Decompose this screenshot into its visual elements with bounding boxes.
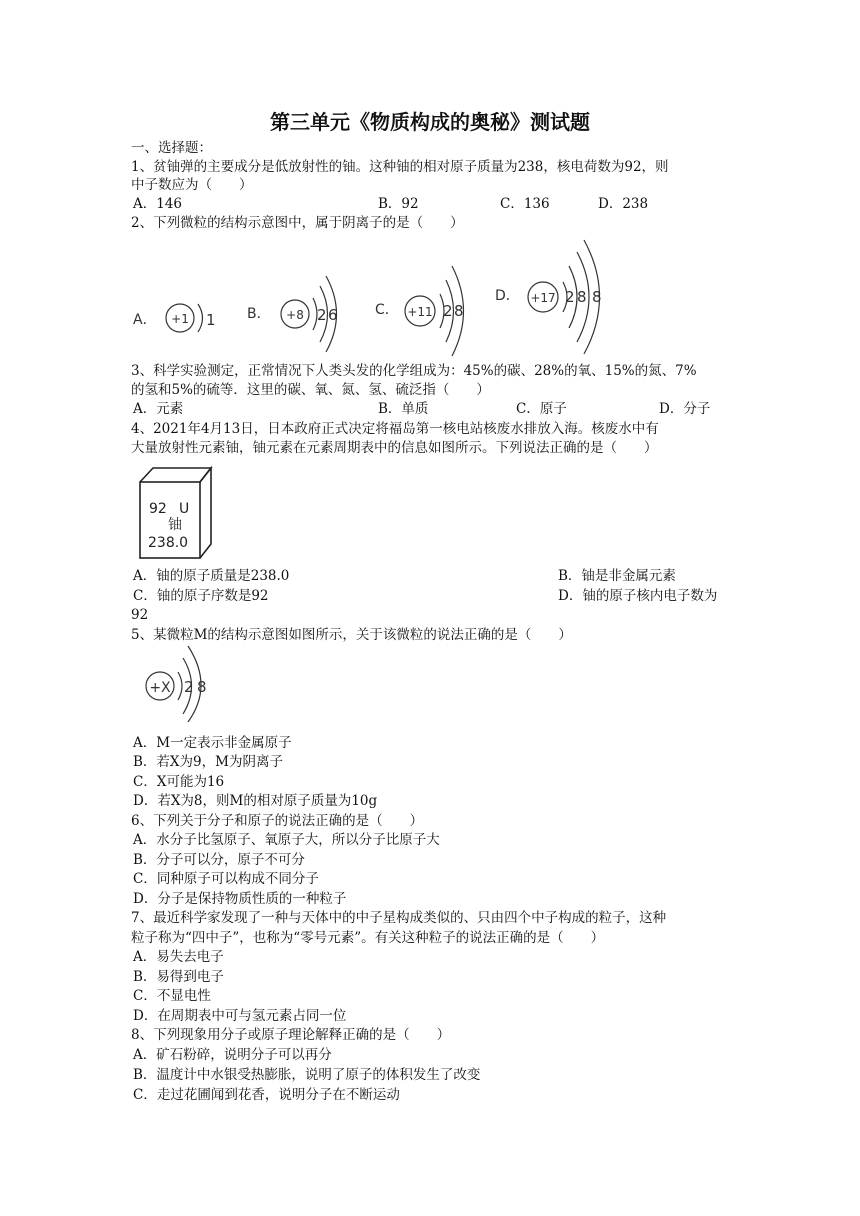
question-5-diagram [138, 642, 228, 722]
diagram-b-electron-count-1: 2 [317, 306, 327, 324]
diagram-m-nucleus-charge: +X [149, 680, 171, 696]
question-8-stem: 8、下列现象用分子或原子理论解释正确的是（ ） [131, 1027, 451, 1043]
question-5-option-b: B．若X为9，M为阴离子 [133, 754, 283, 770]
cell-atomic-mass: 238.0 [148, 535, 189, 551]
diagram-d-electron-count-1: 2 [565, 288, 575, 306]
diagram-a-nucleus-charge: +1 [171, 312, 189, 326]
question-5-option-c: C．X可能为16 [133, 774, 225, 790]
diagram-d-nucleus-charge: +17 [530, 291, 556, 305]
cell-atomic-number: 92 [149, 501, 167, 517]
question-8-option-a: A．矿石粉碎，说明分子可以再分 [133, 1047, 332, 1063]
diagram-m-electron-count-1: 2 [184, 678, 194, 696]
question-7-option-d: D．在周期表中可与氢元素占同一位 [133, 1008, 347, 1024]
diagram-d-label: D． [495, 288, 520, 304]
diagram-b-electron-count-2: 6 [328, 306, 338, 324]
diagram-d-electron-count-3: 8 [592, 288, 602, 306]
question-7-option-c: C．不显电性 [133, 988, 211, 1004]
diagram-m-shell-1 [178, 672, 182, 700]
question-8-option-c: C．走过花圃闻到花香，说明分子在不断运动 [133, 1087, 400, 1103]
diagram-b-label: B． [247, 306, 271, 322]
cell-element-name: 铀 [168, 517, 182, 533]
periodic-table-cell [135, 462, 215, 562]
question-4-option-a: A．铀的原子质量是238.0 [133, 568, 290, 584]
question-1-option-c: C．136 [500, 196, 550, 212]
question-7-stem-line2: 粒子称为“四中子”，也称为“零号元素”。有关这种粒子的说法正确的是（ ） [131, 930, 605, 946]
question-4-option-d-continued: 92 [131, 607, 149, 623]
question-8-option-b: B．温度计中水银受热膨胀，说明了原子的体积发生了改变 [133, 1067, 481, 1083]
diagram-c-electron-count-2: 8 [454, 302, 464, 320]
diagram-b-nucleus-charge: +8 [286, 308, 304, 322]
question-1-option-a: A．146 [133, 196, 183, 212]
question-1-stem-line2: 中子数应为（ ） [131, 177, 253, 193]
question-7-stem-line1: 7、最近科学家发现了一种与天体中的中子星构成类似的、只由四个中子构成的粒子，这种 [131, 910, 667, 926]
question-6-stem: 6、下列关于分子和原子的说法正确的是（ ） [131, 813, 424, 829]
question-3-option-a: A．元素 [133, 401, 184, 417]
question-5-option-a: A．M一定表示非金属原子 [133, 735, 292, 751]
question-5-stem: 5、某微粒M的结构示意图如图所示，关于该微粒的说法正确的是（ ） [131, 627, 572, 643]
question-2-diagrams [125, 236, 625, 360]
question-2-stem: 2、下列微粒的结构示意图中，属于阴离子的是（ ） [131, 215, 464, 231]
question-7-option-b: B．易得到电子 [133, 969, 224, 985]
question-3-option-b: B．单质 [378, 401, 429, 417]
question-3-option-d: D．分子 [659, 401, 711, 417]
question-3-stem-line2: 的氢和5%的硫等．这里的碳、氧、氮、氢、硫泛指（ ） [131, 382, 490, 398]
question-5-option-d: D．若X为8，则M的相对原子质量为10g [133, 793, 378, 809]
cell-side-face [200, 468, 211, 558]
question-4-option-b: B．铀是非金属元素 [558, 568, 676, 584]
question-6-option-b: B．分子可以分，原子不可分 [133, 852, 305, 868]
question-1-option-b: B．92 [378, 196, 419, 212]
question-1-option-d: D．238 [598, 196, 649, 212]
question-6-option-c: C．同种原子可以构成不同分子 [133, 871, 319, 887]
diagram-a-shell-1 [198, 304, 203, 332]
question-3-option-c: C．原子 [516, 401, 567, 417]
question-1-stem-line1: 1、贫铀弹的主要成分是低放射性的铀。这种铀的相对原子质量为238，核电荷数为92，则 [131, 159, 669, 175]
cell-symbol: U [179, 501, 190, 517]
section-heading: 一、选择题： [131, 140, 212, 156]
question-4-stem-line1: 4、2021年4月13日，日本政府正式决定将福岛第一核电站核废水排放入海。核废水中有 [131, 421, 659, 437]
question-6-option-a: A．水分子比氢原子、氧原子大，所以分子比原子大 [133, 832, 440, 848]
diagram-c-nucleus-charge: +11 [407, 305, 433, 319]
page-title: 第三单元《物质构成的奥秘》测试题 [270, 110, 590, 134]
diagram-c-label: C． [375, 302, 399, 318]
diagram-c-electron-count-1: 2 [443, 302, 453, 320]
diagram-a-electron-count-1: 1 [206, 311, 216, 329]
question-4-option-d: D．铀的原子核内电子数为 [558, 588, 718, 604]
cell-top-face [140, 468, 211, 482]
diagram-m-electron-count-2: 8 [197, 678, 207, 696]
question-6-option-d: D．分子是保持物质性质的一种粒子 [133, 891, 347, 907]
question-4-option-c: C．铀的原子序数是92 [133, 588, 269, 604]
question-7-option-a: A．易失去电子 [133, 949, 224, 965]
question-4-stem-line2: 大量放射性元素铀，铀元素在元素周期表中的信息如图所示。下列说法正确的是（ ） [131, 440, 658, 456]
question-3-stem-line1: 3、科学实验测定，正常情况下人类头发的化学组成为：45%的碳、28%的氧、15%的氮、7% [131, 363, 697, 379]
diagram-a-label: A． [133, 312, 157, 328]
diagram-d-electron-count-2: 8 [577, 288, 587, 306]
